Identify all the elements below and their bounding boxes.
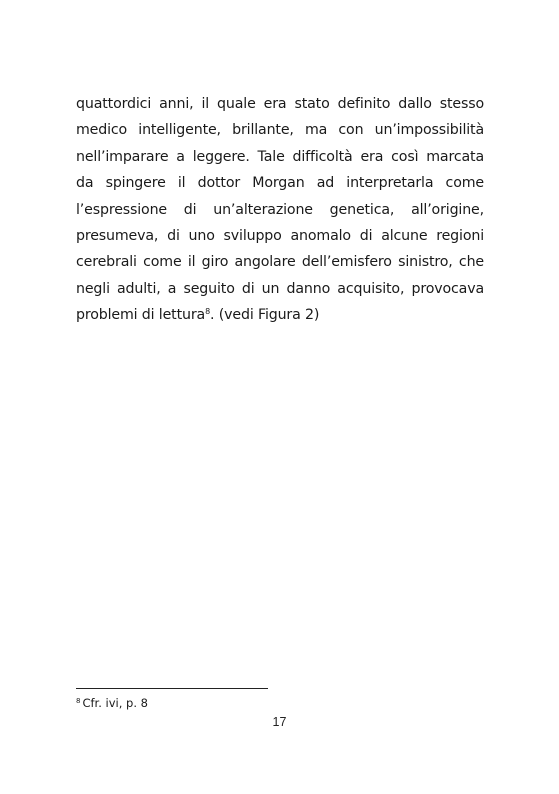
paragraph-line: da spingere il dottor Morgan ad interpretarla come [76,175,484,192]
footnote-reference[interactable]: 8 [205,307,211,317]
paragraph-line: nell’imparare a leggere. Tale difficoltà era così marcata [76,148,484,165]
paragraph-line: presumeva, di uno sviluppo anomalo di alcune regioni [76,227,484,244]
footnote-marker: 8 [76,697,81,705]
page-number: 17 [272,715,287,729]
body-paragraph [76,91,484,329]
paragraph-line: medico intelligente, brillante, ma con un’impossibilità [76,122,484,139]
paragraph-last-line-end: . (vedi Figura 2) [210,307,320,324]
footnote [76,696,148,710]
footnote-text: Cfr. ivi, p. 8 [82,696,148,710]
paragraph-line: l’espressione di un’alterazione genetica, all’origine, [76,201,484,218]
paragraph-last-line [76,302,484,328]
paragraph-last-line-start: problemi di lettura [76,307,206,324]
footnote-separator [76,688,268,689]
paragraph-line: quattordici anni, il quale era stato definito dallo stesso [76,96,484,112]
paragraph-line: negli adulti, a seguito di un danno acquisito, provocava [76,280,484,297]
paragraph-line: cerebrali come il giro angolare dell’emisfero sinistro, che [76,254,484,271]
